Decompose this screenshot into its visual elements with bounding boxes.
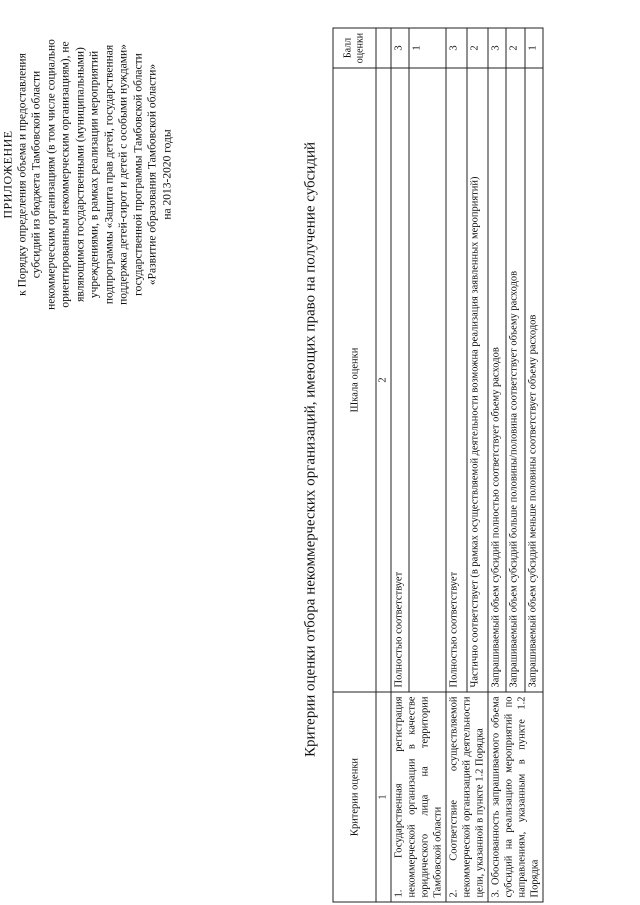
appendix-line: некоммерческим организациям (в том числе социально [45,39,57,310]
column-number-row [376,28,391,902]
points-cell: 3 [446,28,467,68]
scale-cell: Запрашиваемый объем субсидий меньше половины соответствует объему расходов [525,68,543,692]
appendix-line: «Развитие образования Тамбовской области» [146,63,159,286]
criterion-cell: 1. Государственная регистрация некоммерческой организации в качестве юридического лица на территории Тамбовской области [391,692,446,902]
scale-cell: Полностью соответствует [446,68,467,692]
column-number [376,28,391,68]
table-row [446,28,467,902]
points-cell: 2 [506,28,524,68]
scale-cell: Запрашиваемый объем субсидий полностью соответствует объему расходов [488,68,506,692]
table-row [488,28,506,902]
table-header-row [333,28,376,902]
criteria-table [333,28,544,903]
points-cell: 2 [467,28,488,68]
document-title: Критерии оценки отбора некоммерческих организаций, имеющих право на получение субсидий [302,141,319,758]
appendix-block [1,5,175,345]
header-scale: Шкала оценки [333,68,376,692]
appendix-line: являющимся государственными (муниципальными) [74,47,86,302]
points-cell: 1 [409,28,446,68]
points-cell: 3 [391,28,409,68]
appendix-line: государственной программы Тамбовской области [132,53,144,296]
document-page [1,0,640,905]
scale-cell [409,68,446,692]
appendix-line: поддержка детей-сирот и детей с особыми нуждами» [117,44,130,305]
scale-cell: Запрашиваемый объем субсидий больше половины/половина соответствует объему расходов [506,68,524,692]
appendix-line: к Порядку определения объема и предоставления [16,53,28,296]
header-score: Балл оценки [333,28,376,68]
criterion-cell: 3. Обоснованность запрашиваемого объема субсидий на реализацию мероприятий по направлениям, указанным в пункте 1.2 Порядка [488,692,543,902]
points-cell: 1 [525,28,543,68]
column-number: 2 [376,68,391,692]
appendix-line: учреждениями, в рамках реализации мероприятий [88,50,101,299]
appendix-heading: ПРИЛОЖЕНИЕ [0,130,15,219]
column-number: 1 [376,692,391,902]
appendix-line: субсидий из бюджета Тамбовской области [30,70,43,279]
points-cell: 3 [488,28,506,68]
table-row [391,28,409,902]
header-criteria: Критерии оценки [333,692,376,902]
scale-cell: Полностью соответствует [391,68,409,692]
criterion-cell: 2. Соответствие осуществляемой некоммерческой организацией деятельности цели, указанной в пункте 1.2 Порядка [446,692,488,902]
appendix-line: на 2013-2020 годы [161,129,173,220]
appendix-line: ориентированным некоммерческим организациям), не [59,41,72,308]
scale-cell: Частично соответствует (в рамках осуществляемой деятельности возможна реализация заявленных мероприятий) [467,68,488,692]
appendix-line: подпрограммы «Защита прав детей, государственная [103,44,115,305]
